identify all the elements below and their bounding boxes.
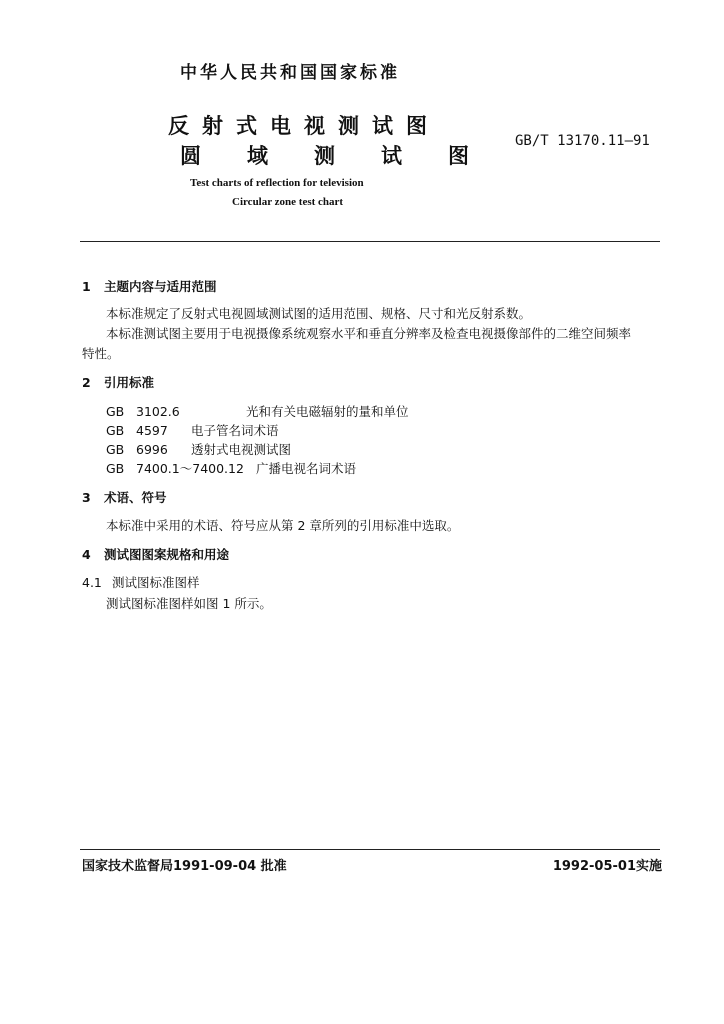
reference-item: [106, 440, 291, 458]
reference-title: 电子管名词术语: [191, 423, 279, 438]
section-title: 主题内容与适用范围: [104, 279, 217, 294]
reference-number: 7400.1～7400.12: [136, 461, 244, 476]
header-divider: [80, 241, 660, 242]
reference-item: [106, 459, 356, 477]
english-title-line1: Test charts of reflection for television: [190, 177, 364, 189]
reference-item: [106, 402, 409, 420]
section-4-1-paragraph: 测试图标准图样如图 1 所示。: [106, 596, 272, 611]
document-title-line2: 圆域测试图: [180, 144, 515, 168]
section-number: 3: [82, 490, 91, 505]
reference-title: 透射式电视测试图: [191, 442, 292, 457]
standard-number: GB/T 13170.11—91: [515, 133, 650, 149]
reference-title: 广播电视名词术语: [256, 461, 357, 476]
section-number: 4.1: [82, 575, 102, 590]
reference-number: 4597: [136, 423, 168, 438]
section-3-heading: [82, 488, 167, 506]
reference-title: 光和有关电磁辐射的量和单位: [246, 404, 409, 419]
reference-code: GB: [106, 423, 125, 438]
reference-code: GB: [106, 404, 125, 419]
reference-number: 6996: [136, 442, 168, 457]
section-1-paragraph-2-cont: 特性。: [82, 346, 120, 361]
section-number: 1: [82, 279, 91, 294]
reference-code: GB: [106, 442, 125, 457]
section-2-heading: [82, 373, 154, 391]
section-number: 4: [82, 547, 91, 562]
reference-item: [106, 421, 279, 439]
section-3-paragraph: 本标准中采用的术语、符号应从第 2 章所列的引用标准中选取。: [106, 518, 460, 533]
reference-code: GB: [106, 461, 125, 476]
section-1-heading: [82, 277, 217, 295]
section-title: 引用标准: [104, 375, 155, 390]
reference-number: 3102.6: [136, 404, 180, 419]
document-title-line1: 反射式电视测试图: [168, 114, 440, 138]
approval-date: 国家技术监督局1991-09-04 批准: [82, 859, 287, 874]
implementation-date: 1992-05-01实施: [552, 859, 662, 874]
section-title: 测试图图案规格和用途: [104, 547, 230, 562]
section-4-1-heading: [82, 573, 200, 591]
section-title: 术语、符号: [104, 490, 167, 505]
section-1-paragraph-1: 本标准规定了反射式电视圆域测试图的适用范围、规格、尺寸和光反射系数。: [106, 306, 532, 321]
section-4-heading: [82, 545, 229, 563]
national-standard-label: 中华人民共和国国家标准: [180, 63, 400, 83]
footer-divider: [80, 849, 660, 850]
section-number: 2: [82, 375, 91, 390]
section-title: 测试图标准图样: [112, 575, 200, 590]
english-title-line2: Circular zone test chart: [232, 196, 344, 208]
section-1-paragraph-2: 本标准测试图主要用于电视摄像系统观察水平和垂直分辨率及检查电视摄像部件的二维空间频率: [106, 326, 632, 341]
